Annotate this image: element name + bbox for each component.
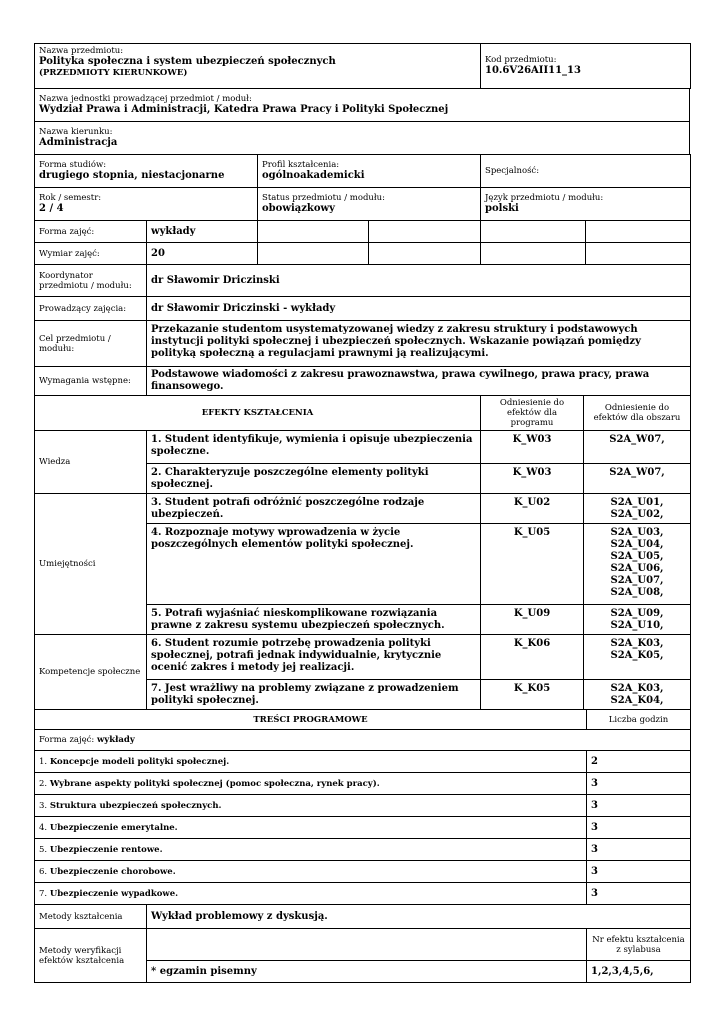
weryfikacja-nr-label: Nr efektu kształcenia z sylabusa	[587, 929, 691, 961]
efekt-obszar-ref: S2A_W07,	[584, 464, 691, 494]
efekty-table	[34, 395, 691, 710]
tresci-topic-number: 4.	[39, 822, 48, 833]
tresci-hours: 2	[587, 751, 691, 773]
efekty-group-name: Umiejętności	[35, 494, 147, 635]
year-label: Rok / semestr:	[39, 193, 102, 203]
koordynator-value: dr Sławomir Driczinski	[147, 265, 691, 297]
language-cell	[481, 188, 691, 221]
efekt-program-ref: K_U05	[481, 524, 584, 605]
metody-value: Wykład problemowy z dyskusją.	[147, 905, 691, 929]
efekt-row	[35, 635, 691, 680]
course-name: Polityka społeczna i system ubezpieczeń społecznych	[39, 56, 336, 67]
course-group: (PRZEDMIOTY KIERUNKOWE)	[39, 68, 188, 78]
wymagania-label: Wymagania wstępne:	[35, 367, 147, 396]
course-name-cell	[35, 44, 481, 89]
efekty-col-program: Odniesienie do efektów dla programu	[481, 396, 584, 431]
syllabus-sheet	[34, 43, 690, 983]
forma-zajec-value: wykłady	[147, 221, 258, 243]
efekt-obszar-ref: S2A_U09, S2A_U10,	[584, 605, 691, 635]
course-code: 10.6V26AII11_13	[485, 65, 581, 76]
prowadzacy-value: dr Sławomir Driczinski - wykłady	[147, 297, 691, 321]
specialty-cell	[481, 155, 691, 188]
efekt-row	[35, 494, 691, 524]
tresci-topic-number: 1.	[39, 756, 48, 767]
tresci-table	[34, 709, 691, 905]
empty-cell	[147, 929, 587, 961]
study-form-label: Forma studiów:	[39, 160, 107, 170]
tresci-row	[35, 839, 691, 861]
tresci-hours: 3	[587, 839, 691, 861]
tresci-row	[35, 883, 691, 905]
koordynator-label: Koordynator przedmiotu / modułu:	[35, 265, 147, 297]
study-form-cell	[35, 155, 258, 188]
tresci-topic-text: Koncepcje modeli polityki społecznej.	[49, 756, 230, 767]
efekty-col-obszar: Odniesienie do efektów dla obszaru	[584, 396, 691, 431]
field-value: Administracja	[39, 137, 118, 148]
tresci-topic	[35, 751, 587, 773]
empty-cell	[369, 221, 481, 243]
tresci-form-prefix: Forma zajęć:	[39, 735, 95, 745]
profile-label: Profil kształcenia:	[262, 160, 340, 170]
empty-cell	[481, 243, 586, 265]
tresci-hours: 3	[587, 795, 691, 817]
tresci-topic-number: 3.	[39, 800, 48, 811]
weryfikacja-method: * egzamin pisemny	[147, 961, 587, 983]
tresci-topic-number: 2.	[39, 778, 48, 789]
tresci-topic-number: 6.	[39, 866, 48, 877]
efekt-obszar-ref: S2A_U03, S2A_U04, S2A_U05, S2A_U06, S2A_U07, S2A_U08,	[584, 524, 691, 605]
wymagania-value: Podstawowe wiadomości z zakresu prawoznawstwa, prawa cywilnego, prawa pracy, prawa finansowego.	[147, 367, 691, 396]
weryfikacja-label: Metody weryfikacji efektów kształcenia	[35, 929, 147, 983]
tresci-topic-text: Ubezpieczenie emerytalne.	[49, 822, 178, 833]
field-cell	[35, 122, 690, 155]
metody-table	[34, 904, 691, 983]
tresci-hours: 3	[587, 773, 691, 795]
tresci-topic	[35, 795, 587, 817]
profile-cell	[258, 155, 481, 188]
efekt-obszar-ref: S2A_W07,	[584, 431, 691, 464]
status-value: obowiązkowy	[262, 203, 335, 214]
specialty-label: Specjalność:	[485, 166, 540, 176]
tresci-topic	[35, 861, 587, 883]
tresci-topic	[35, 883, 587, 905]
tresci-hours: 3	[587, 817, 691, 839]
tresci-topic-number: 5.	[39, 844, 48, 855]
info-table	[34, 264, 691, 396]
efekt-program-ref: K_U09	[481, 605, 584, 635]
tresci-row	[35, 751, 691, 773]
tresci-row	[35, 773, 691, 795]
course-name-label: Nazwa przedmiotu:	[39, 46, 124, 56]
study-table	[34, 154, 691, 221]
tresci-topic-text: Ubezpieczenie rentowe.	[49, 844, 163, 855]
efekt-text: 7. Jest wrażliwy na problemy związane z prowadzeniem polityki społecznej.	[147, 680, 481, 710]
empty-cell	[369, 243, 481, 265]
empty-cell	[586, 243, 691, 265]
efekty-group-name: Kompetencje społeczne	[35, 635, 147, 710]
profile-value: ogólnoakademicki	[262, 170, 365, 181]
language-label: Język przedmiotu / modułu:	[485, 193, 604, 203]
course-code-cell	[481, 44, 691, 89]
tresci-topic	[35, 839, 587, 861]
status-cell	[258, 188, 481, 221]
language-value: polski	[485, 203, 519, 214]
tresci-row	[35, 861, 691, 883]
efekt-text: 3. Student potrafi odróżnić poszczególne rodzaje ubezpieczeń.	[147, 494, 481, 524]
header-table	[34, 43, 691, 89]
efekty-group-name: Wiedza	[35, 431, 147, 494]
study-form-value: drugiego stopnia, niestacjonarne	[39, 170, 225, 181]
efekt-obszar-ref: S2A_U01, S2A_U02,	[584, 494, 691, 524]
tresci-hours: 3	[587, 883, 691, 905]
weryfikacja-numbers: 1,2,3,4,5,6,	[587, 961, 691, 983]
tresci-topic-text: Struktura ubezpieczeń społecznych.	[49, 800, 222, 811]
metody-label: Metody kształcenia	[35, 905, 147, 929]
tresci-row	[35, 795, 691, 817]
efekt-text: 6. Student rozumie potrzebę prowadzenia polityki społecznej, potrafi jednak indywidualnie, krytycznie ocenić zakres i metody jej realizacji.	[147, 635, 481, 680]
form-table	[34, 220, 691, 265]
empty-cell	[258, 243, 369, 265]
prowadzacy-label: Prowadzący zajęcia:	[35, 297, 147, 321]
cel-value: Przekazanie studentom usystematyzowanej wiedzy z zakresu struktury i podstawowych instytucji polityki społecznej i ubezpieczeń społecznych. Wskazanie powiązań pomiędzy polityką społeczną a regulacjami prawnymi ją realizującymi.	[147, 321, 691, 367]
efekt-program-ref: K_K06	[481, 635, 584, 680]
empty-cell	[481, 221, 586, 243]
tresci-form-row	[35, 730, 691, 751]
unit-value: Wydział Prawa i Administracji, Katedra Prawa Pracy i Polityki Społecznej	[39, 104, 449, 115]
course-code-label: Kod przedmiotu:	[485, 55, 557, 65]
forma-zajec-label: Forma zajęć:	[35, 221, 147, 243]
tresci-hours-label: Liczba godzin	[587, 710, 691, 730]
empty-cell	[586, 221, 691, 243]
efekt-program-ref: K_W03	[481, 464, 584, 494]
unit-label: Nazwa jednostki prowadzącej przedmiot / moduł:	[39, 94, 252, 104]
unit-cell	[35, 89, 690, 122]
cel-label: Cel przedmiotu / modułu:	[35, 321, 147, 367]
field-label: Nazwa kierunku:	[39, 127, 113, 137]
tresci-form-value: wykłady	[96, 735, 135, 745]
efekt-text: 5. Potrafi wyjaśniać nieskomplikowane rozwiązania prawne z zakresu systemu ubezpieczeń społecznych.	[147, 605, 481, 635]
tresci-topic	[35, 817, 587, 839]
year-cell	[35, 188, 258, 221]
efekt-obszar-ref: S2A_K03, S2A_K04,	[584, 680, 691, 710]
tresci-hours: 3	[587, 861, 691, 883]
efekt-program-ref: K_W03	[481, 431, 584, 464]
efekt-text: 2. Charakteryzuje poszczególne elementy polityki społecznej.	[147, 464, 481, 494]
efekt-text: 1. Student identyfikuje, wymienia i opisuje ubezpieczenia społeczne.	[147, 431, 481, 464]
year-value: 2 / 4	[39, 203, 64, 214]
efekt-program-ref: K_K05	[481, 680, 584, 710]
status-label: Status przedmiotu / modułu:	[262, 193, 385, 203]
tresci-topic	[35, 773, 587, 795]
tresci-title: TREŚCI PROGRAMOWE	[35, 710, 587, 730]
tresci-topic-text: Ubezpieczenie wypadkowe.	[49, 888, 179, 899]
tresci-topic-text: Wybrane aspekty polityki społecznej (pomoc społeczna, rynek pracy).	[49, 778, 380, 789]
efekt-obszar-ref: S2A_K03, S2A_K05,	[584, 635, 691, 680]
tresci-topic-number: 7.	[39, 888, 48, 899]
empty-cell	[258, 221, 369, 243]
efekty-title: EFEKTY KSZTAŁCENIA	[35, 396, 481, 431]
efekt-text: 4. Rozpoznaje motywy wprowadzenia w życie poszczególnych elementów polityki społecznej.	[147, 524, 481, 605]
tresci-topic-text: Ubezpieczenie chorobowe.	[49, 866, 176, 877]
efekt-row	[35, 431, 691, 464]
unit-table	[34, 88, 690, 155]
tresci-row	[35, 817, 691, 839]
efekt-program-ref: K_U02	[481, 494, 584, 524]
wymiar-value: 20	[147, 243, 258, 265]
wymiar-label: Wymiar zajęć:	[35, 243, 147, 265]
